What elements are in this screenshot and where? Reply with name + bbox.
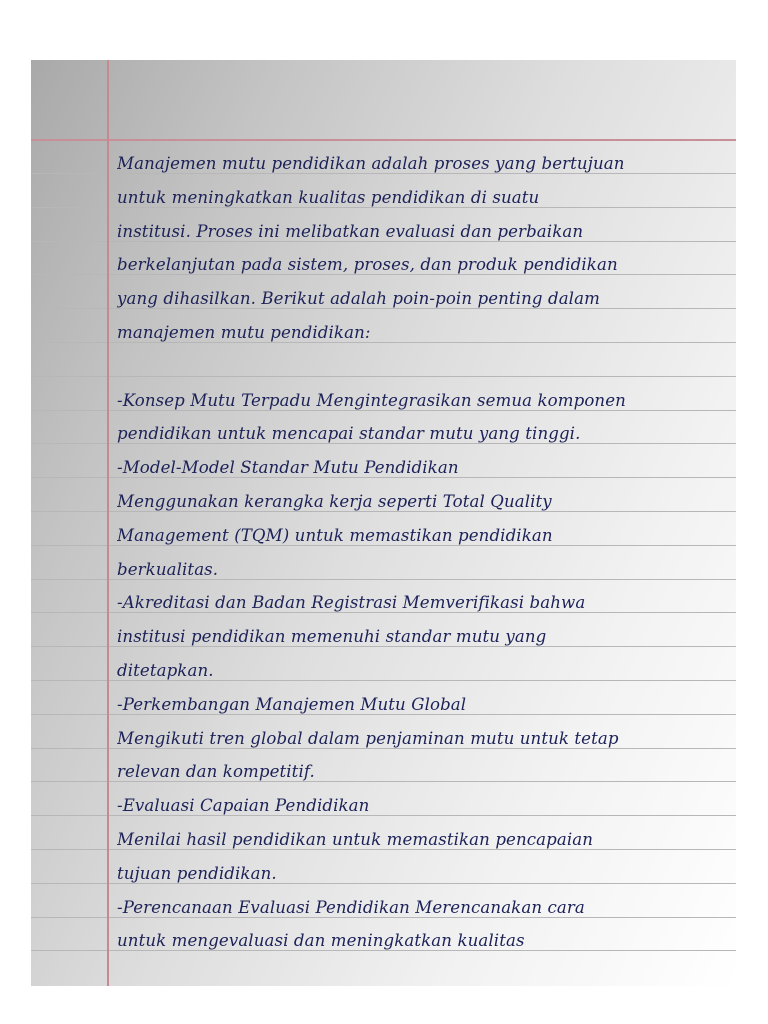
text-line: -Model-Model Standar Mutu Pendidikan	[117, 458, 459, 478]
text-line: Menilai hasil pendidikan untuk memastikan pencapaian	[117, 829, 594, 849]
header-rule	[31, 139, 736, 141]
text-line: berkualitas.	[117, 559, 219, 579]
notebook-page	[31, 60, 736, 986]
text-line: -Perkembangan Manajemen Mutu Global	[117, 694, 467, 714]
text-line: yang dihasilkan. Berikut adalah poin-poin penting dalam	[117, 289, 600, 309]
text-line: tujuan pendidikan.	[117, 863, 277, 883]
text-line: Manajemen mutu pendidikan adalah proses yang bertujuan	[117, 154, 625, 173]
text-line: untuk mengevaluasi dan meningkatkan kualitas	[117, 931, 525, 951]
text-line: untuk meningkatkan kualitas pendidikan di suatu	[117, 187, 540, 207]
text-line: institusi. Proses ini melibatkan evaluasi dan perbaikan	[117, 221, 584, 241]
text-line: -Konsep Mutu Terpadu Mengintegrasikan semua komponen	[117, 390, 626, 410]
text-line: -Evaluasi Capaian Pendidikan	[117, 796, 370, 816]
text-line: Mengikuti tren global dalam penjaminan mutu untuk tetap	[117, 728, 619, 748]
text-line: ditetapkan.	[117, 660, 214, 680]
text-line: Menggunakan kerangka kerja seperti Total Quality	[117, 491, 552, 511]
text-line: -Akreditasi dan Badan Registrasi Memverifikasi bahwa	[117, 593, 586, 613]
text-line: -Perencanaan Evaluasi Pendidikan Merencanakan cara	[117, 897, 585, 917]
text-line: institusi pendidikan memenuhi standar mutu yang	[117, 627, 547, 647]
margin-line	[107, 60, 109, 986]
text-line: relevan dan kompetitif.	[117, 762, 315, 782]
handwritten-text	[117, 147, 729, 958]
text-line: manajemen mutu pendidikan:	[117, 322, 371, 342]
blank-line	[117, 350, 729, 384]
text-line: pendidikan untuk mencapai standar mutu yang tinggi.	[117, 424, 581, 444]
text-line: Management (TQM) untuk memastikan pendidikan	[117, 525, 553, 545]
text-line: berkelanjutan pada sistem, proses, dan produk pendidikan	[117, 255, 618, 275]
